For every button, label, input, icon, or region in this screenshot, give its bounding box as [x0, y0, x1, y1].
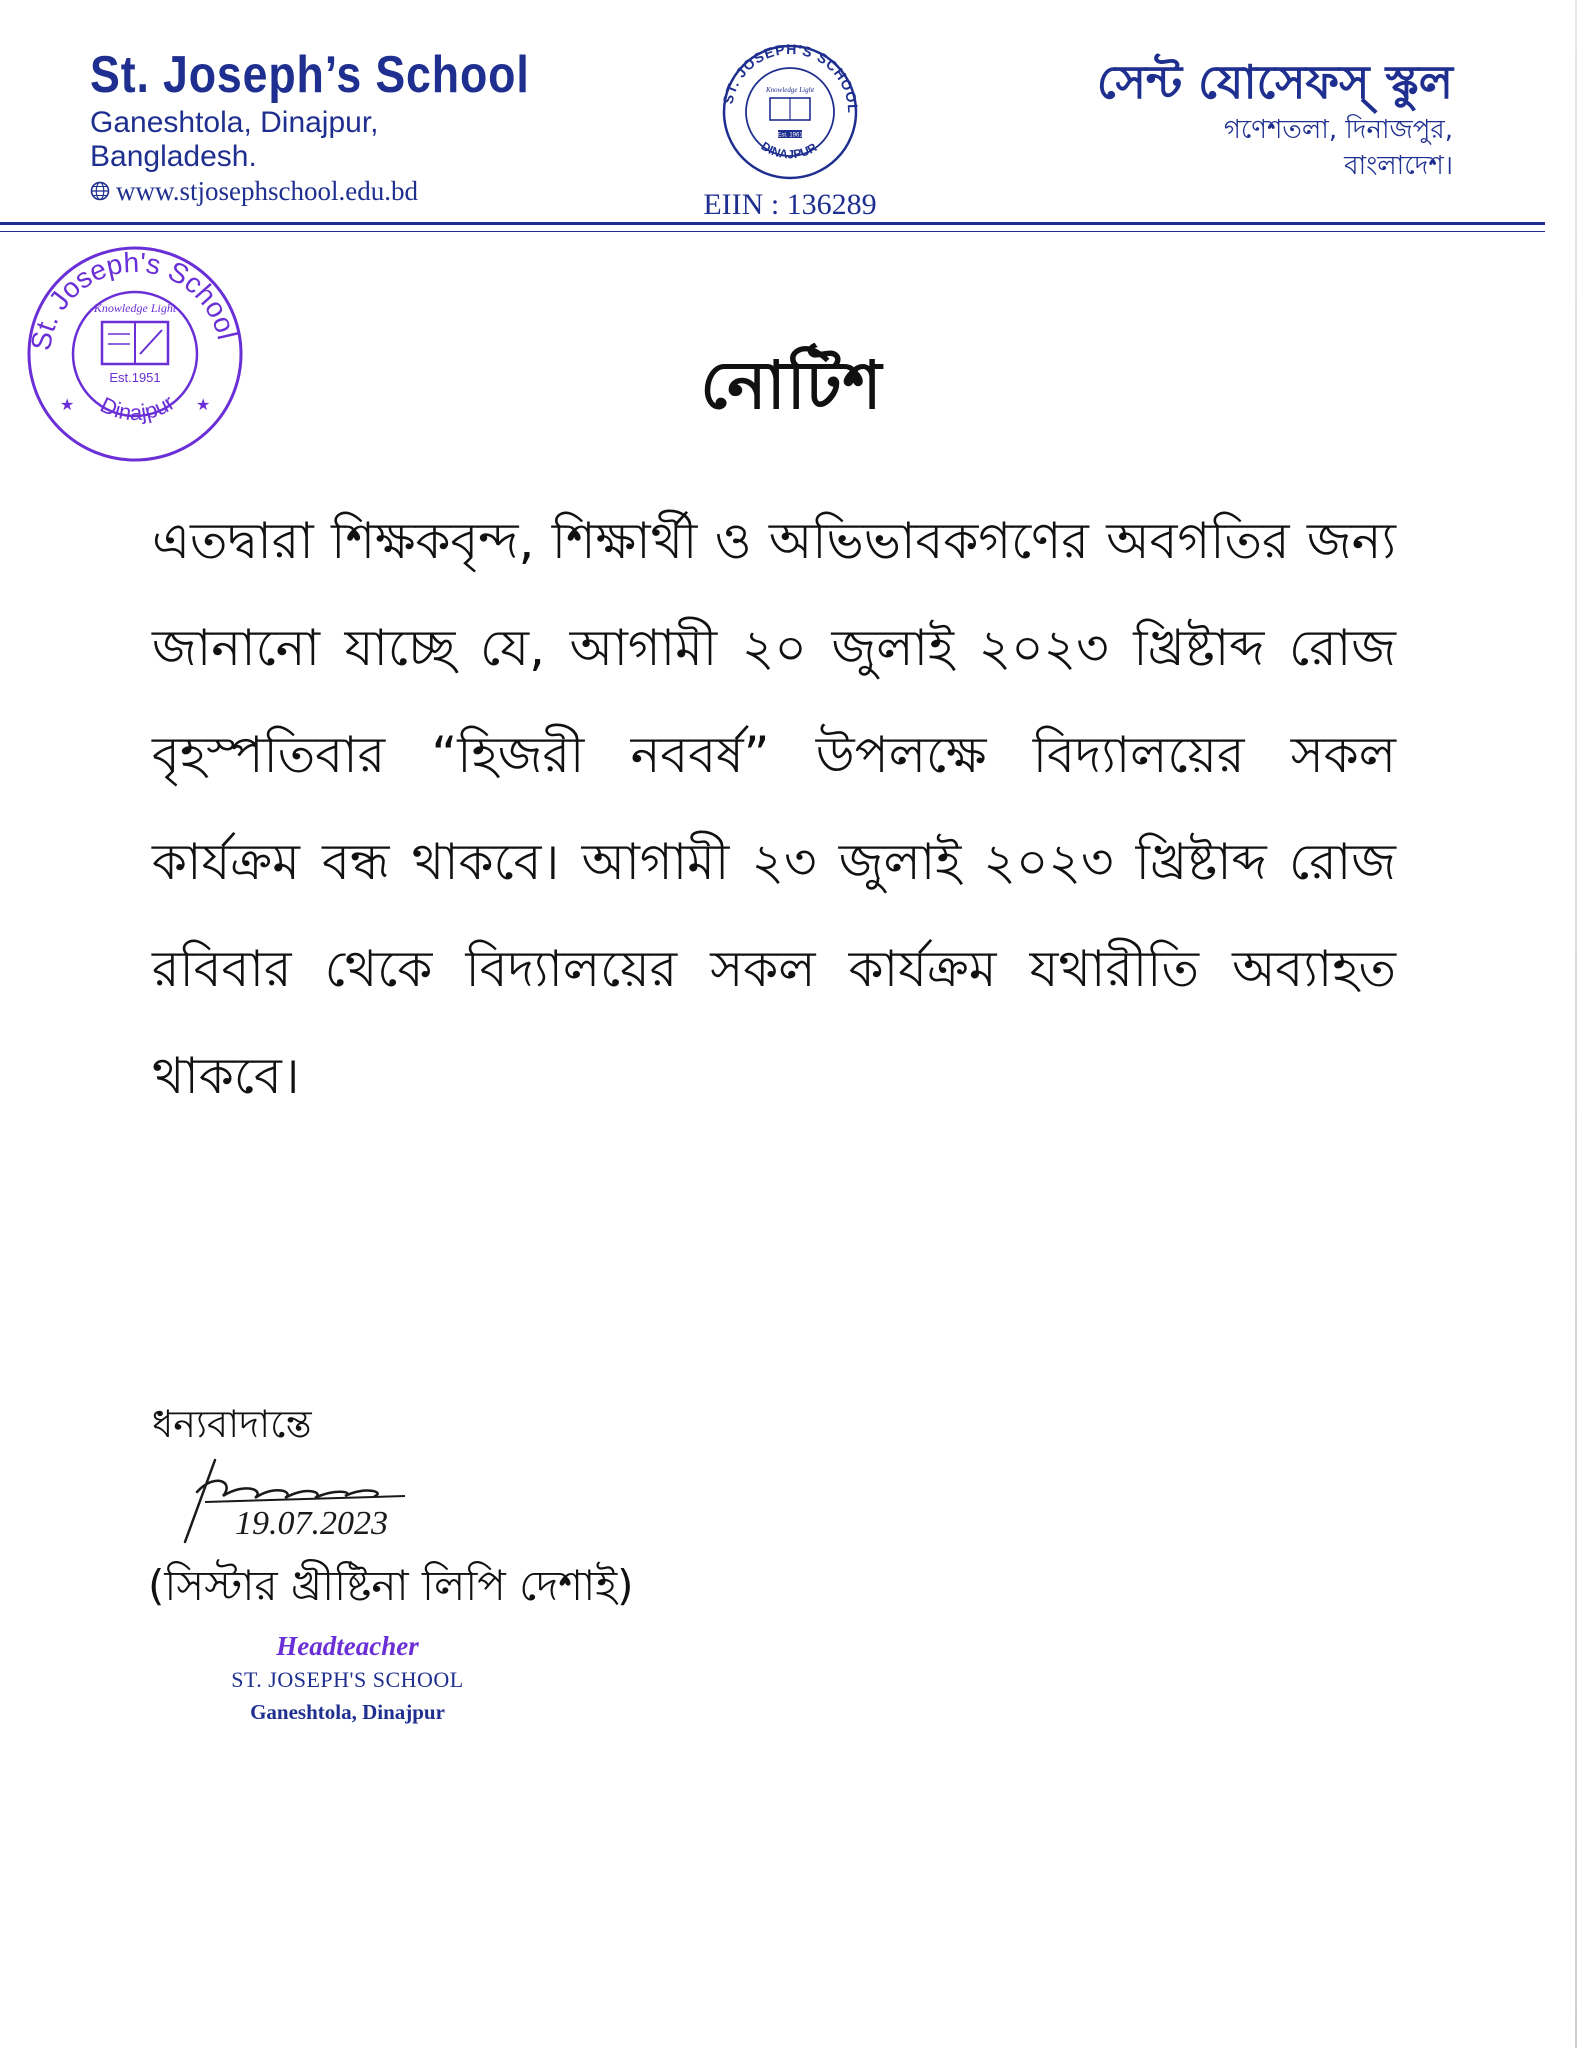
- globe-icon: [90, 181, 110, 201]
- seal-org: ST. JOSEPH'S SCHOOL: [231, 1667, 464, 1692]
- eiin-number: EIIN : 136289: [703, 188, 877, 221]
- address-line2-bn: বাংলাদেশ।: [1344, 151, 1453, 181]
- svg-text:★: ★: [60, 395, 75, 414]
- letterhead-bengali: [1097, 52, 1453, 184]
- website: [90, 174, 601, 208]
- notice-body: এতদ্বারা শিক্ষকবৃন্দ, শিক্ষার্থী ও অভিভাবকগণের অবগতির জন্য জানানো যাচ্ছে যে, আগামী ২০ জুলাই ২০২৩ খ্রিষ্টাব্দ রোজ বৃহস্পতিবার “হিজরী নববর্ষ” উপলক্ষে বিদ্যালয়ের সকল কার্যক্রম বন্ধ থাকবে। আগামী ২৩ জুলাই ২০২৩ খ্রিষ্টাব্দ রোজ রবিবার থেকে বিদ্যালয়ের সকল কার্যক্রম যথারীতি অব্যাহত থাকবে।: [152, 512, 1396, 1105]
- logo-ring-text: ST. JOSEPH'S SCHOOL: [719, 42, 862, 115]
- seal-role: Headteacher: [276, 1631, 419, 1661]
- letterhead-english: [90, 44, 601, 208]
- seal-location: Ganeshtola, Dinajpur: [250, 1700, 445, 1724]
- letterhead-logo-block: [660, 42, 920, 222]
- website-url: www.stjosephschool.edu.bd: [116, 176, 418, 206]
- school-name-bn: সেন্ট যোসেফস্ স্কুল: [1096, 55, 1453, 109]
- logo-bottom-text: DINAJPUR: [758, 138, 820, 162]
- headteacher-seal: [215, 1628, 480, 1728]
- handwritten-signature: [175, 1452, 475, 1556]
- closing-salutation: ধন্যবাদান্তে: [152, 1402, 312, 1446]
- logo-motto: Knowledge Light: [765, 86, 815, 94]
- svg-text:DINAJPUR: [759, 139, 820, 161]
- svg-text:★: ★: [196, 395, 211, 414]
- logo-est: Est. 1961: [777, 132, 803, 139]
- address-line1-bn: গণেশতলা, দিনাজপুর,: [1223, 115, 1453, 145]
- stamp-motto: Knowledge Light: [93, 301, 177, 315]
- signature-date: 19.07.2023: [235, 1505, 388, 1542]
- notice-title: নোটিশ: [700, 347, 883, 424]
- stamp-ring-text: St. Joseph's School: [25, 246, 243, 353]
- stamp-bottom-text: Dinajpur: [96, 389, 179, 426]
- header-rule-thick: [0, 222, 1545, 225]
- school-logo: [710, 42, 870, 182]
- address-line2-en: Bangladesh.: [90, 140, 257, 173]
- header-rule-thin: [0, 231, 1545, 232]
- stamp-est: Est.1951: [109, 370, 161, 385]
- signer-name: (সিস্টার খ্রীষ্টিনা লিপি দেশাই): [148, 1561, 634, 1610]
- school-name-en: St. Joseph’s School: [90, 46, 530, 104]
- page-edge: [1575, 0, 1577, 2048]
- address-line1-en: Ganeshtola, Dinajpur,: [90, 106, 379, 139]
